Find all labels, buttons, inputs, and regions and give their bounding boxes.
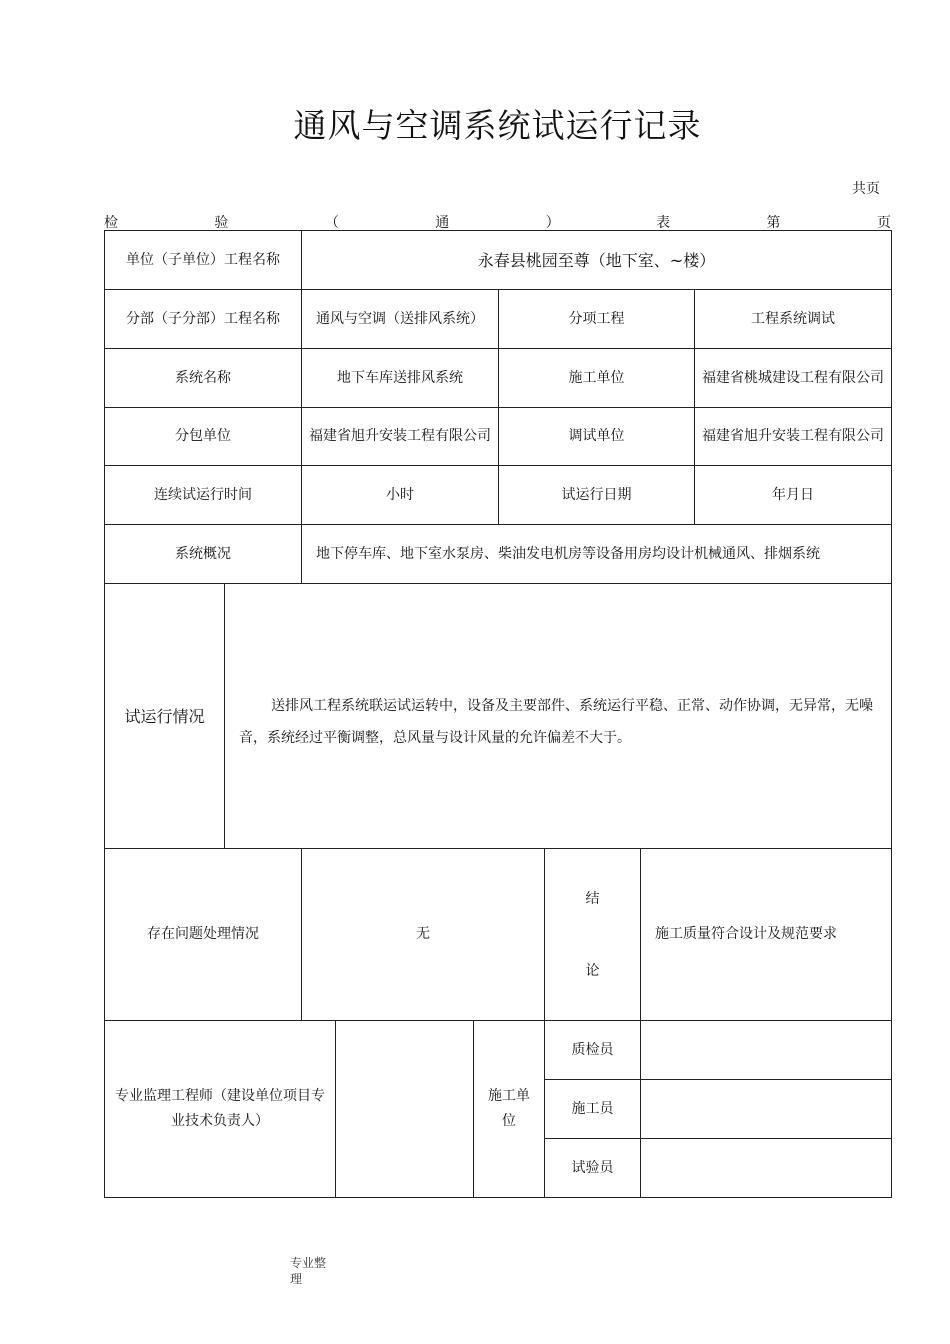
trial-date-label: 试运行日期 <box>499 466 695 525</box>
issues-label: 存在问题处理情况 <box>105 849 302 1021</box>
footer-note: 专业整理 <box>290 1256 327 1286</box>
commissioning-label: 调试单位 <box>499 408 695 466</box>
inspector-signature <box>641 1021 892 1080</box>
subitem-value: 工程系统调试 <box>695 290 892 349</box>
header-char: （ <box>324 215 339 231</box>
project-name-value: 永春县桃园至尊（地下室、~楼） <box>302 231 892 290</box>
conclusion-label <box>545 849 641 1021</box>
record-table <box>104 230 892 1198</box>
overview-value: 地下停车库、地下室水泵房、柴油发电机房等设备用房均设计机械通风、排烟系统 <box>302 525 892 584</box>
overview-label: 系统概况 <box>105 525 302 584</box>
runtime-label: 连续试运行时间 <box>105 466 302 525</box>
division-label: 分部（子分部）工程名称 <box>105 290 302 349</box>
system-name-value: 地下车库送排风系统 <box>302 349 499 408</box>
conclusion-label-top: 结 <box>585 891 600 907</box>
subcontractor-value: 福建省旭升安装工程有限公司 <box>302 408 499 466</box>
subcontractor-label: 分包单位 <box>105 408 302 466</box>
header-char: ） <box>545 215 560 231</box>
project-name-label: 单位（子单位）工程名称 <box>105 231 302 290</box>
header-char: 页 <box>876 215 891 231</box>
tester-signature <box>641 1139 892 1198</box>
commissioning-value: 福建省旭升安装工程有限公司 <box>695 408 892 466</box>
header-char: 通 <box>435 215 450 231</box>
header-char: 表 <box>656 215 671 231</box>
runtime-value: 小时 <box>302 466 499 525</box>
document-title: 通风与空调系统试运行记录 <box>293 106 702 145</box>
division-value: 通风与空调（送排风系统） <box>302 290 499 349</box>
conclusion-label-bottom: 论 <box>585 963 600 979</box>
system-name-label: 系统名称 <box>105 349 302 408</box>
header-char: 验 <box>214 215 229 231</box>
conclusion-value: 施工质量符合设计及规范要求 <box>641 849 892 1021</box>
contractor-value: 福建省桃城建设工程有限公司 <box>695 349 892 408</box>
trial-date-value: 年月日 <box>695 466 892 525</box>
issues-value: 无 <box>302 849 545 1021</box>
page-count-label: 共页 <box>852 181 880 197</box>
trial-run-text: 送排风工程系统联运试运转中，设备及主要部件、系统运行平稳、正常、动作协调，无异常，无噪音，系统经过平衡调整，总风量与设计风量的允许偏差不大于。 <box>225 584 892 849</box>
header-char: 检 <box>104 215 118 231</box>
supervisor-label: 专业监理工程师（建设单位项目专业技术负责人） <box>105 1021 336 1198</box>
supervisor-signature <box>336 1021 474 1198</box>
trial-run-label: 试运行情况 <box>105 584 225 849</box>
subitem-label: 分项工程 <box>499 290 695 349</box>
builder-signature <box>641 1080 892 1139</box>
header-char: 第 <box>766 215 781 231</box>
inspector-label: 质检员 <box>545 1021 641 1080</box>
contractor-label: 施工单位 <box>499 349 695 408</box>
builder-label: 施工员 <box>545 1080 641 1139</box>
tester-label: 试验员 <box>545 1139 641 1198</box>
form-header-row <box>104 212 891 232</box>
construction-unit-label: 施工单位 <box>474 1021 545 1198</box>
